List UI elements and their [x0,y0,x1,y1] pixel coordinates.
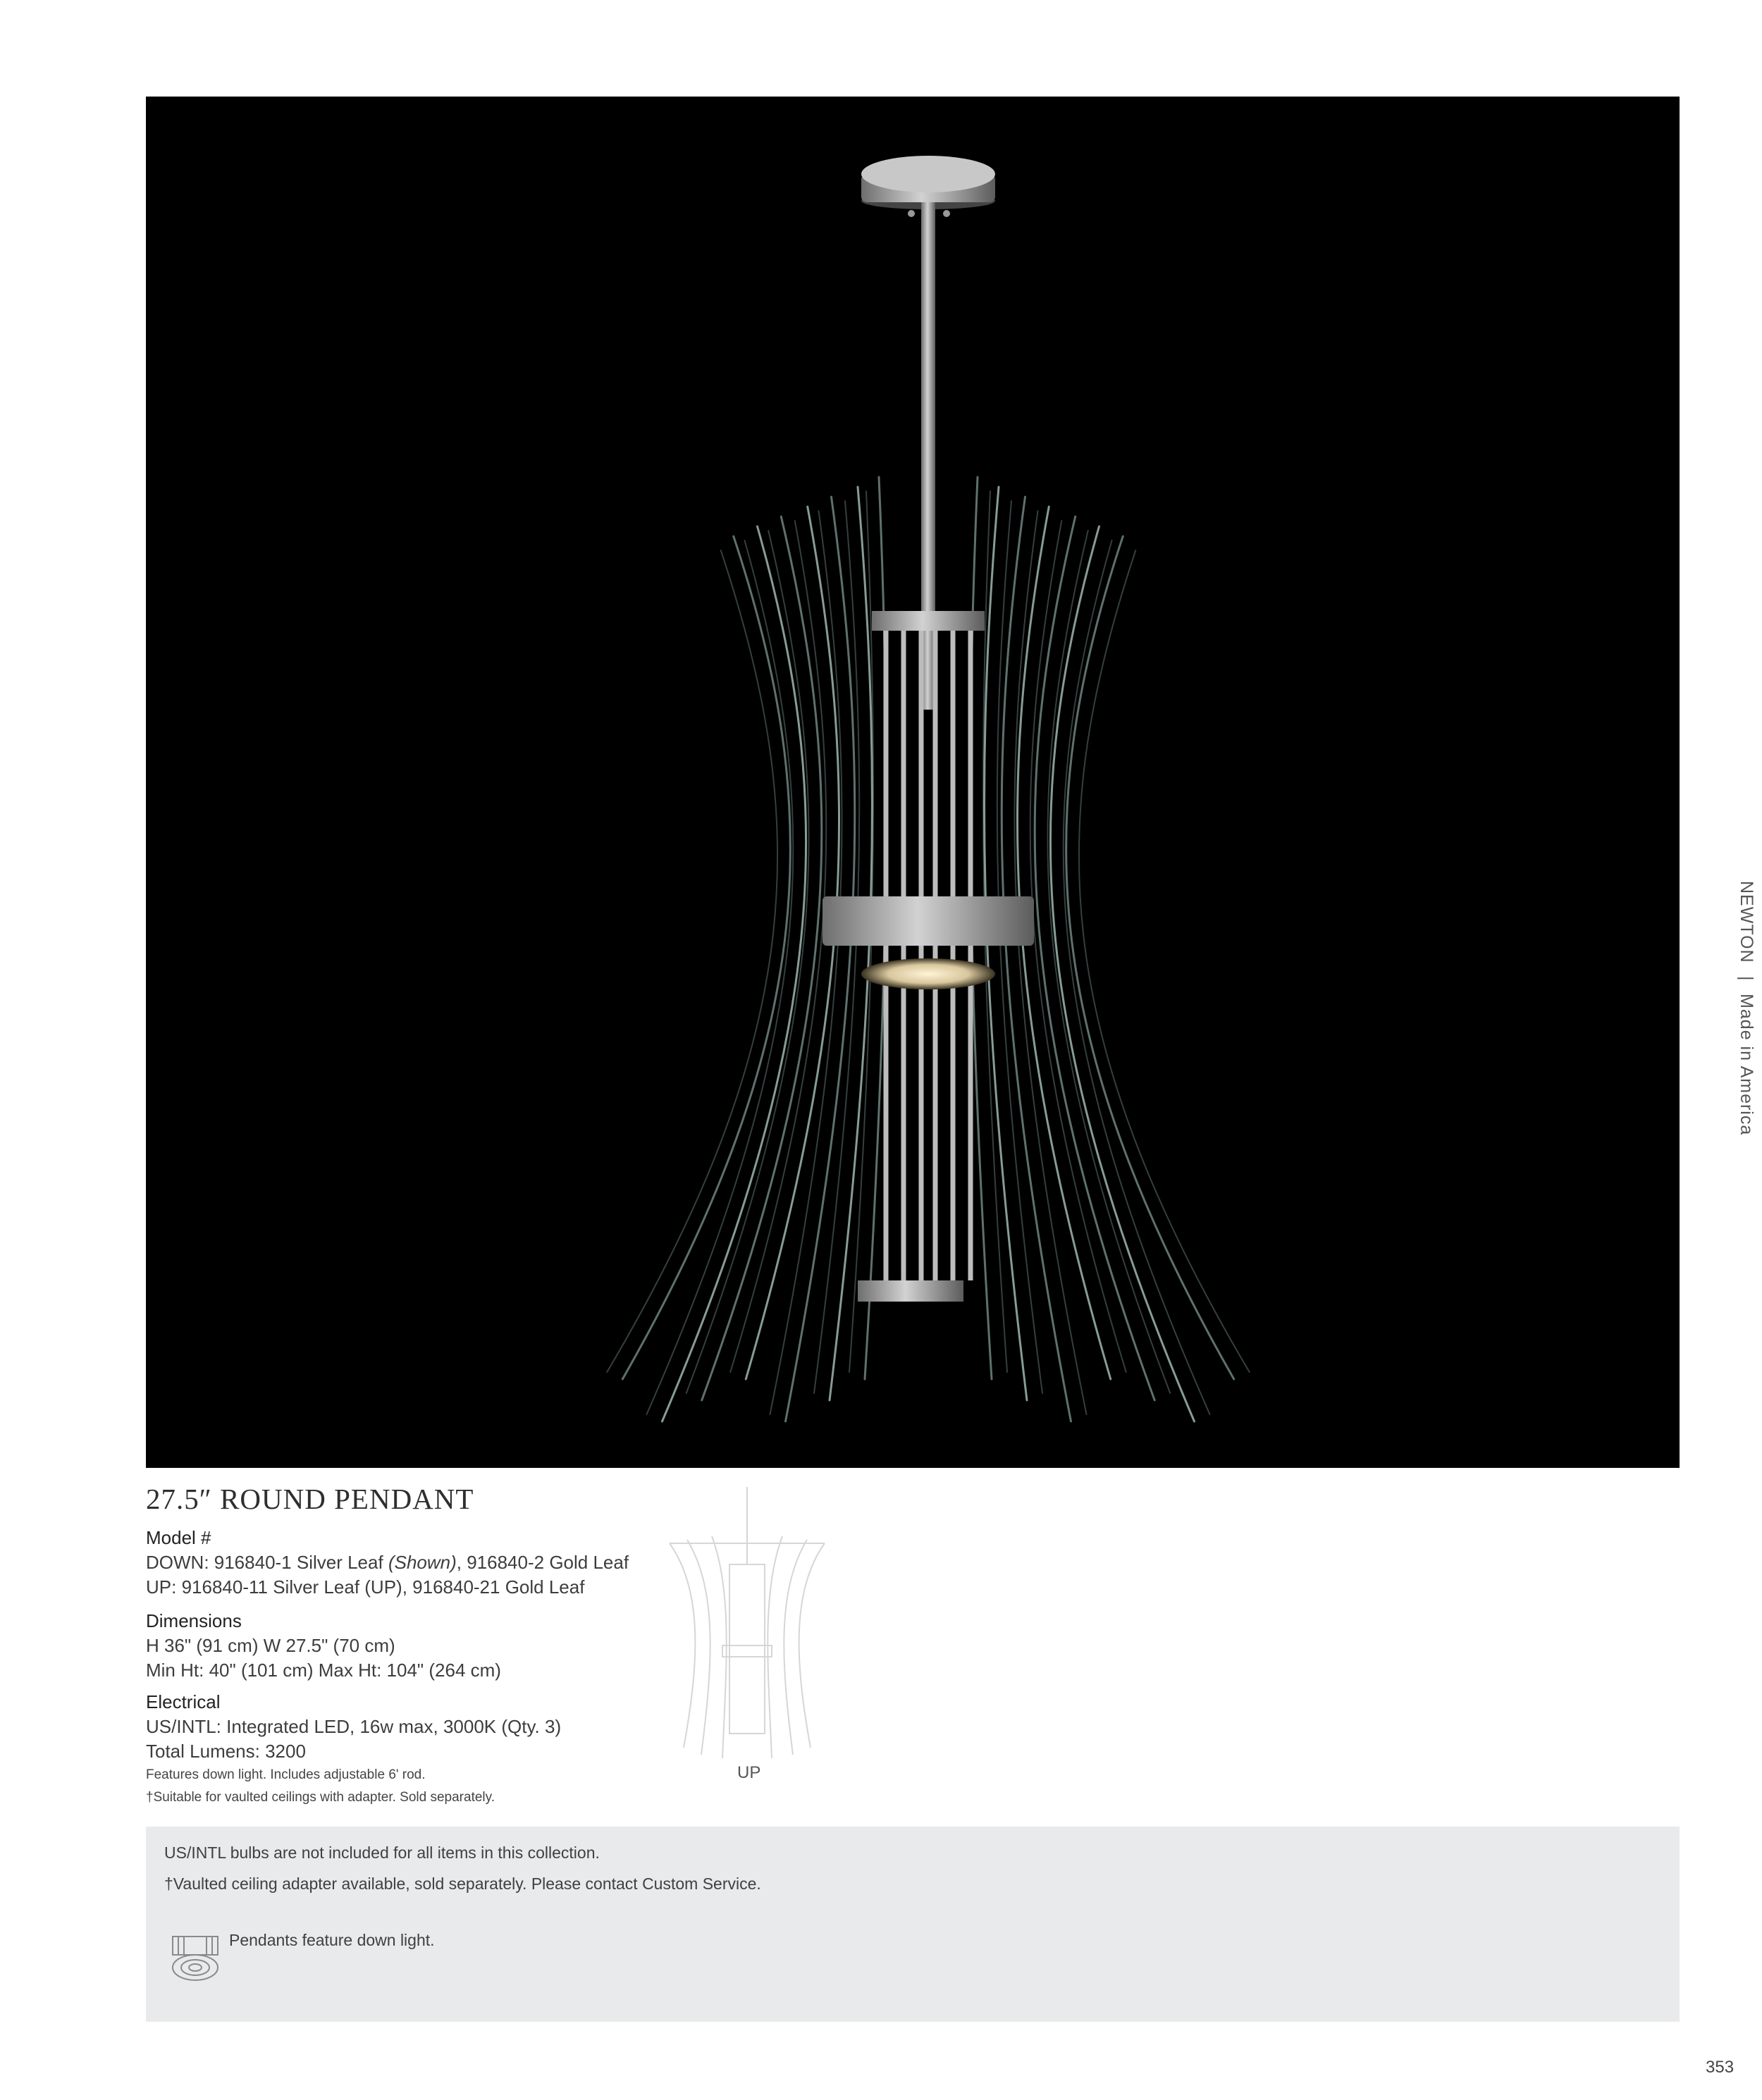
electrical-line-2: Total Lumens: 3200 [146,1741,306,1762]
model-down-suffix: , 916840-2 Gold Leaf [456,1552,629,1573]
sketch-up-label: UP [737,1763,761,1782]
collection-name: NEWTON [1737,881,1756,963]
model-heading: Model # [146,1527,211,1548]
down-light-icon [168,1934,222,1984]
pendant-illustration [146,97,1680,1468]
info-line-bulbs: US/INTL bulbs are not included for all items in this collection. [164,1843,600,1862]
model-section [146,1526,629,1600]
product-title: 27.5″ ROUND PENDANT [146,1483,474,1515]
dimensions-section [146,1609,501,1683]
glass-fin [1066,536,1234,1379]
page-number: 353 [1706,2058,1735,2077]
dimensions-heading: Dimensions [146,1610,242,1631]
model-shown-tag: (Shown) [388,1552,457,1573]
collection-info-box [146,1827,1680,2022]
electrical-line-1: US/INTL: Integrated LED, 16w max, 3000K (Qty. 3) [146,1716,562,1737]
dimensions-line-1: H 36" (91 cm) W 27.5" (70 cm) [146,1635,395,1656]
electrical-section [146,1690,561,1809]
electrical-note-2: †Suitable for vaulted ceilings with adapter. Sold separately. [146,1790,495,1805]
electrical-note-1: Features down light. Includes adjustable 6' rod. [146,1767,426,1782]
product-photo [146,97,1680,1468]
model-up-line: UP: 916840-11 Silver Leaf (UP), 916840-21 Gold Leaf [146,1576,585,1598]
model-down-line [146,1550,629,1575]
info-line-vaulted: †Vaulted ceiling adapter available, sold separately. Please contact Custom Service. [164,1874,761,1893]
info-line-down-light: Pendants feature down light. [229,1931,435,1949]
glass-fin [1035,517,1154,1400]
origin-text: Made in America [1737,994,1756,1136]
glass-fin-edge [730,521,826,1372]
pendant-up-sketch-icon [655,1487,839,1769]
glass-fin-edge [1030,521,1126,1372]
electrical-heading: Electrical [146,1691,221,1712]
glass-fin [702,517,822,1400]
model-down-prefix: DOWN: 916840-1 Silver Leaf [146,1552,388,1573]
dimensions-line-2: Min Ht: 40" (101 cm) Max Ht: 104" (264 cm) [146,1660,501,1681]
side-separator: | [1737,975,1756,982]
collection-side-label [1728,881,1756,1177]
glass-fin [622,536,790,1379]
